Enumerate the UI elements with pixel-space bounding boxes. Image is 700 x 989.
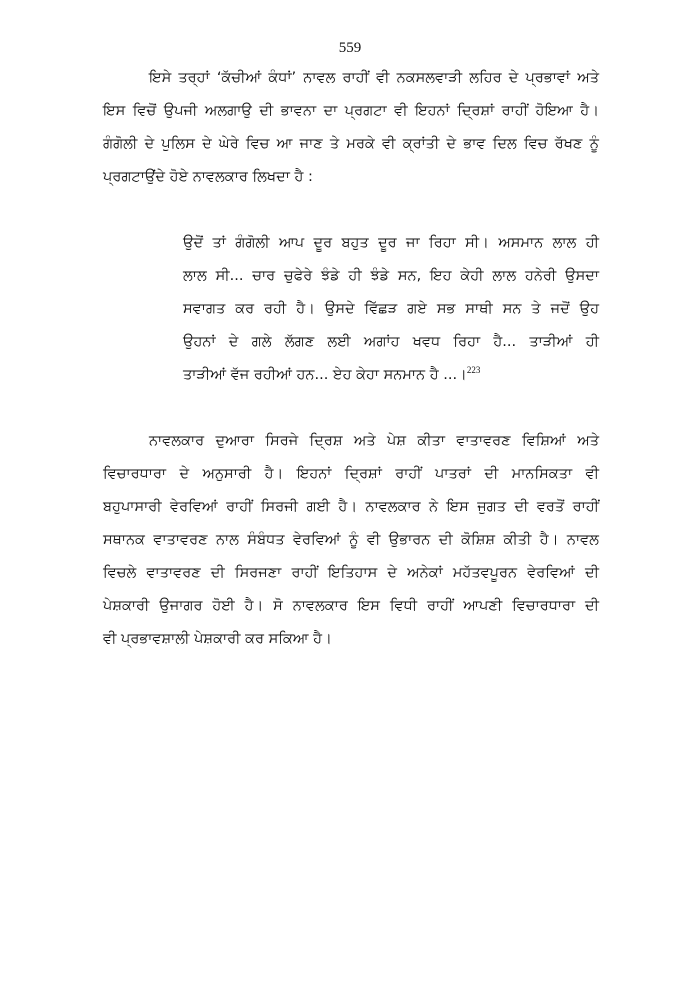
quote-line: ਉਹਨਾਂ ਦੇ ਗਲੇ ਲੱਗਣ ਲਈ ਅਗਾਂਹ ਖਵਧ ਰਿਹਾ ਹੈ... ਤਾੜੀਆਂ ਹੀ: [183, 334, 599, 350]
paragraph-line: ਇਸ ਵਿਚੋਂ ਉਪਜੀ ਅਲਗਾਉ ਦੀ ਭਾਵਨਾ ਦਾ ਪ੍ਰਗਟਾ ਵੀ ਇਹਨਾਂ ਦ੍ਰਿਸ਼ਾਂ ਰਾਹੀਂ ਹੋਇਆ ਹੈ।: [103, 103, 599, 119]
paragraph-line: ਇਸੇ ਤਰ੍ਹਾਂ ‘ਕੱਚੀਆਂ ਕੰਧਾਂ’ ਨਾਵਲ ਰਾਹੀਂ ਵੀ ਨਕਸਲਵਾੜੀ ਲਹਿਰ ਦੇ ਪ੍ਰਭਾਵਾਂ ਅਤੇ: [149, 70, 599, 86]
paragraph-line: ਵਿਚਾਰਧਾਰਾ ਦੇ ਅਨੁਸਾਰੀ ਹੈ। ਇਹਨਾਂ ਦ੍ਰਿਸ਼ਾਂ ਰਾਹੀਂ ਪਾਤਰਾਂ ਦੀ ਮਾਨਸਿਕਤਾ ਵੀ: [103, 466, 599, 482]
paragraph-line: ਨਾਵਲਕਾਰ ਦੁਆਰਾ ਸਿਰਜੇ ਦ੍ਰਿਸ਼ ਅਤੇ ਪੇਸ਼ ਕੀਤਾ ਵਾਤਾਵਰਣ ਵਿਸ਼ਿਆਂ ਅਤੇ: [149, 433, 599, 449]
quote-line: ਸਵਾਗਤ ਕਰ ਰਹੀ ਹੈ। ਉਸਦੇ ਵਿੱਛੜ ਗਏ ਸਭ ਸਾਥੀ ਸਨ ਤੇ ਜਦੋਂ ਉਹ: [183, 301, 599, 317]
paragraph-line: ਸਥਾਨਕ ਵਾਤਾਵਰਣ ਨਾਲ ਸੰਬੰਧਤ ਵੇਰਵਿਆਂ ਨੂੰ ਵੀ ਉਭਾਰਨ ਦੀ ਕੋਸ਼ਿਸ਼ ਕੀਤੀ ਹੈ। ਨਾਵਲ: [103, 532, 599, 548]
paragraph-line: ਪੇਸ਼ਕਾਰੀ ਉਜਾਗਰ ਹੋਈ ਹੈ। ਸੋ ਨਾਵਲਕਾਰ ਇਸ ਵਿਧੀ ਰਾਹੀਂ ਆਪਣੀ ਵਿਚਾਰਧਾਰਾ ਦੀ: [103, 598, 599, 614]
paragraph-line: ਬਹੁਪਾਸਾਰੀ ਵੇਰਵਿਆਂ ਰਾਹੀਂ ਸਿਰਜੀ ਗਈ ਹੈ। ਨਾਵਲਕਾਰ ਨੇ ਇਸ ਜੁਗਤ ਦੀ ਵਰਤੋਂ ਰਾਹੀਂ: [103, 499, 599, 515]
footnote-reference: 223: [466, 365, 481, 375]
quote-line: ਉਦੋਂ ਤਾਂ ਗੰਗੋਲੀ ਆਪ ਦੂਰ ਬਹੁਤ ਦੂਰ ਜਾ ਰਿਹਾ ਸੀ। ਅਸਮਾਨ ਲਾਲ ਹੀ: [183, 235, 599, 251]
paragraph-line: ਪ੍ਰਗਟਾਉਂਦੇ ਹੋਏ ਨਾਵਲਕਾਰ ਲਿਖਦਾ ਹੈ :: [103, 169, 313, 185]
quote-line-last: [183, 359, 599, 392]
paragraph-line: ਗੰਗੋਲੀ ਦੇ ਪੁਲਿਸ ਦੇ ਘੇਰੇ ਵਿਚ ਆ ਜਾਣ ਤੇ ਮਰਕੇ ਵੀ ਕ੍ਰਾਂਤੀ ਦੇ ਭਾਵ ਦਿਲ ਵਿਚ ਰੱਖਣ ਨੂੰ: [103, 136, 599, 152]
quote-line-text: ਤਾੜੀਆਂ ਵੱਜ ਰਹੀਆਂ ਹਨ... ਏਹ ਕੇਹਾ ਸਨਮਾਨ ਹੈ ...।: [183, 367, 467, 383]
block-quote: [183, 227, 599, 392]
paragraph-line: ਵੀ ਪ੍ਰਭਾਵਸ਼ਾਲੀ ਪੇਸ਼ਕਾਰੀ ਕਰ ਸਕਿਆ ਹੈ।: [103, 631, 332, 647]
paragraph-intro: [103, 62, 599, 194]
paragraph-analysis: [103, 425, 599, 656]
quote-line: ਲਾਲ ਸੀ... ਚਾਰ ਚੁਫੇਰੇ ਝੰਡੇ ਹੀ ਝੰਡੇ ਸਨ, ਇਹ ਕੇਹੀ ਲਾਲ ਹਨੇਰੀ ਉਸਦਾ: [183, 268, 599, 284]
page-number: 559: [338, 40, 362, 56]
paragraph-line: ਵਿਚਲੇ ਵਾਤਾਵਰਣ ਦੀ ਸਿਰਜਣਾ ਰਾਹੀਂ ਇਤਿਹਾਸ ਦੇ ਅਨੇਕਾਂ ਮਹੱਤਵਪੂਰਨ ਵੇਰਵਿਆਂ ਦੀ: [103, 565, 599, 581]
